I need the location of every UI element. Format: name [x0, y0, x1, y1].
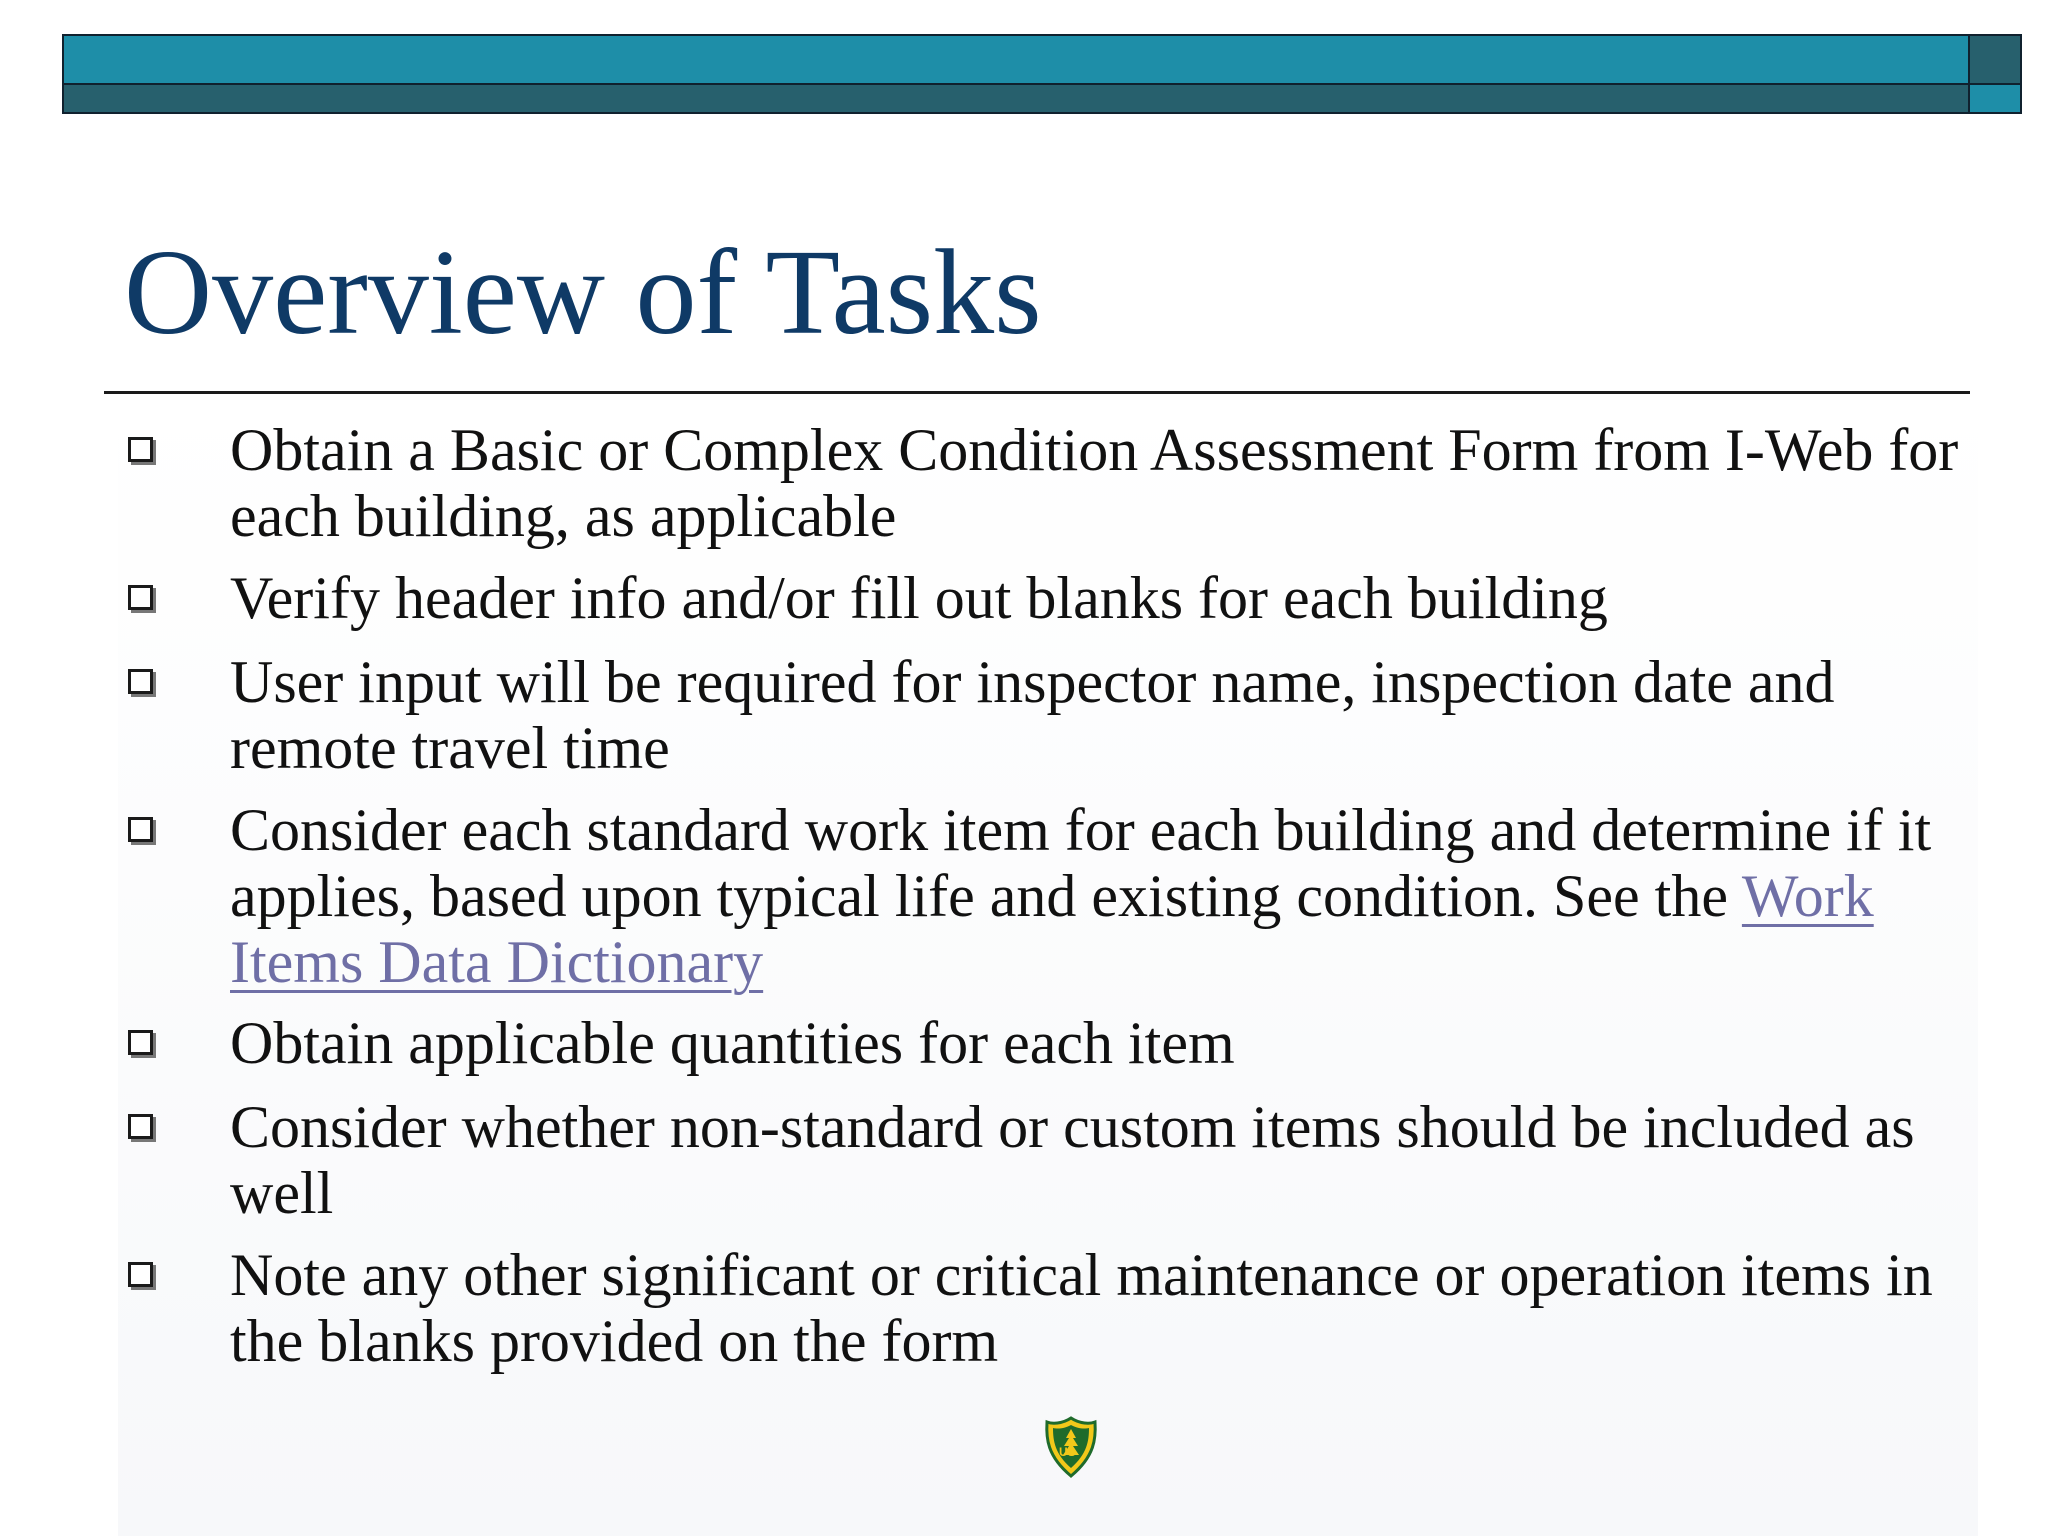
square-bullet-icon — [128, 1030, 153, 1055]
square-bullet-icon — [128, 669, 153, 694]
slide-title: Overview of Tasks — [124, 225, 1042, 360]
bullet-text: Note any other significant or critical maintenance or operation items in the blanks provided on the form — [230, 1242, 1933, 1374]
work-items-data-dictionary-link[interactable]: Work Items Data Dictionary — [230, 863, 1874, 995]
header-corner-bottom — [1968, 85, 2020, 112]
bullet-text-part: Consider each standard work item for each building and determine if it applies, based upon typical life and existing condition. See the — [230, 797, 1932, 929]
header-top-band — [64, 36, 1968, 85]
square-bullet-icon — [128, 1262, 153, 1287]
square-bullet-icon — [128, 817, 153, 842]
bullet-text: Verify header info and/or fill out blanks for each building — [230, 565, 1608, 631]
bullet-text: Obtain a Basic or Complex Condition Assessment Form from I-Web for each building, as applicable — [230, 417, 1959, 549]
bullet-text: User input will be required for inspector name, inspection date and remote travel time — [230, 649, 1835, 781]
square-bullet-icon — [128, 437, 153, 462]
header-bar — [62, 34, 2022, 114]
bullet-text — [230, 797, 1970, 995]
bullet-text: Consider whether non-standard or custom items should be included as well — [230, 1094, 1915, 1226]
usda-forest-service-shield-icon — [1044, 1416, 1098, 1478]
header-bottom-band — [64, 85, 1968, 112]
square-bullet-icon — [128, 1114, 153, 1139]
bullet-text: Obtain applicable quantities for each item — [230, 1010, 1235, 1076]
logo-text: US — [1059, 1445, 1076, 1459]
square-bullet-icon — [128, 585, 153, 610]
header-corner-top — [1968, 36, 2020, 85]
